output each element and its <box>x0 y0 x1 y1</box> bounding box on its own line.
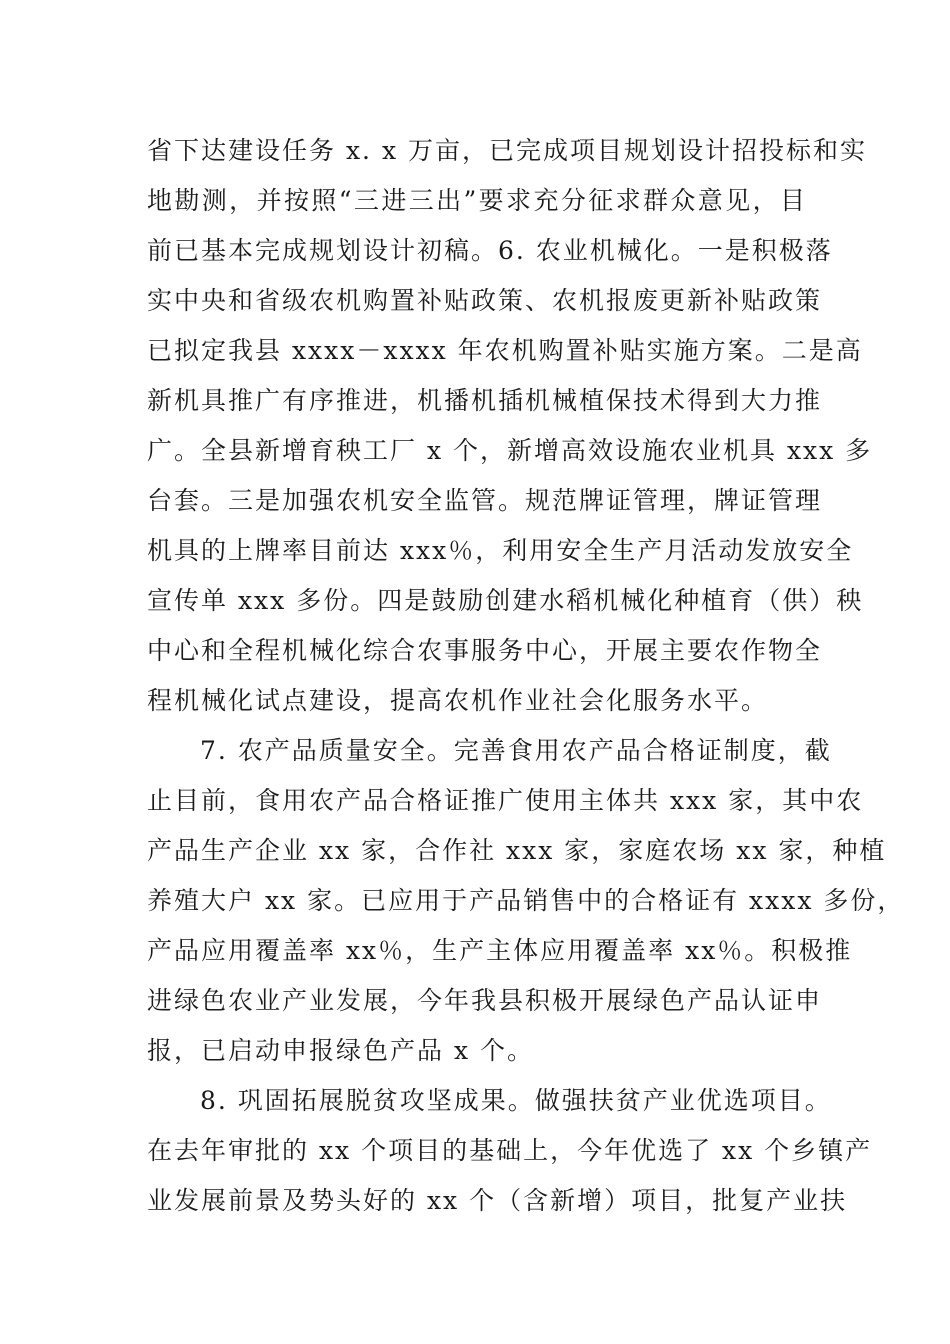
text-line: 已拟定我县 xxxx－xxxx 年农机购置补贴实施方案。二是高 <box>147 336 863 365</box>
text-line: 在去年审批的 xx 个项目的基础上，今年优选了 xx 个乡镇产 <box>147 1136 873 1165</box>
text-line: 止目前，食用农产品合格证推广使用主体共 xxx 家，其中农 <box>147 786 864 815</box>
paragraph-heading-line: 7. 农产品质量安全。完善食用农产品合格证制度，截 <box>200 736 832 765</box>
text-line: 台套。三是加强农机安全监管。规范牌证管理，牌证管理 <box>147 486 823 515</box>
text-line: 省下达建设任务 x. x 万亩，已完成项目规划设计招投标和实 <box>147 136 867 165</box>
text-line: 宣传单 xxx 多份。四是鼓励创建水稻机械化种植育（供）秧 <box>147 586 864 615</box>
text-line: 业发展前景及势头好的 xx 个（含新增）项目，批复产业扶 <box>147 1186 848 1215</box>
text-line: 产品生产企业 xx 家，合作社 xxx 家，家庭农场 xx 家，种植 <box>147 836 887 865</box>
text-line: 产品应用覆盖率 xx％，生产主体应用覆盖率 xx％。积极推 <box>147 936 853 965</box>
text-line: 新机具推广有序推进，机播机插机械植保技术得到大力推 <box>147 386 823 415</box>
text-line: 地勘测，并按照“三进三出”要求充分征求群众意见，目 <box>147 186 807 215</box>
text-line: 报，已启动申报绿色产品 x 个。 <box>147 1036 534 1065</box>
text-line: 中心和全程机械化综合农事服务中心，开展主要农作物全 <box>147 636 823 665</box>
paragraph-heading-line: 8. 巩固拓展脱贫攻坚成果。做强扶贫产业优选项目。 <box>200 1086 832 1115</box>
text-line: 程机械化试点建设，提高农机作业社会化服务水平。 <box>147 686 769 715</box>
text-line: 实中央和省级农机购置补贴政策、农机报废更新补贴政策 <box>147 286 823 315</box>
text-line: 进绿色农业产业发展，今年我县积极开展绿色产品认证申 <box>147 986 823 1015</box>
text-line: 机具的上牌率目前达 xxx％，利用安全生产月活动发放安全 <box>147 536 854 565</box>
text-line: 广。全县新增育秧工厂 x 个，新增高效设施农业机具 xxx 多 <box>147 436 873 465</box>
text-line: 养殖大户 xx 家。已应用于产品销售中的合格证有 xxxx 多份， <box>147 886 905 915</box>
text-line: 前已基本完成规划设计初稿。6. 农业机械化。一是积极落 <box>147 236 833 265</box>
body-text <box>147 126 905 1226</box>
